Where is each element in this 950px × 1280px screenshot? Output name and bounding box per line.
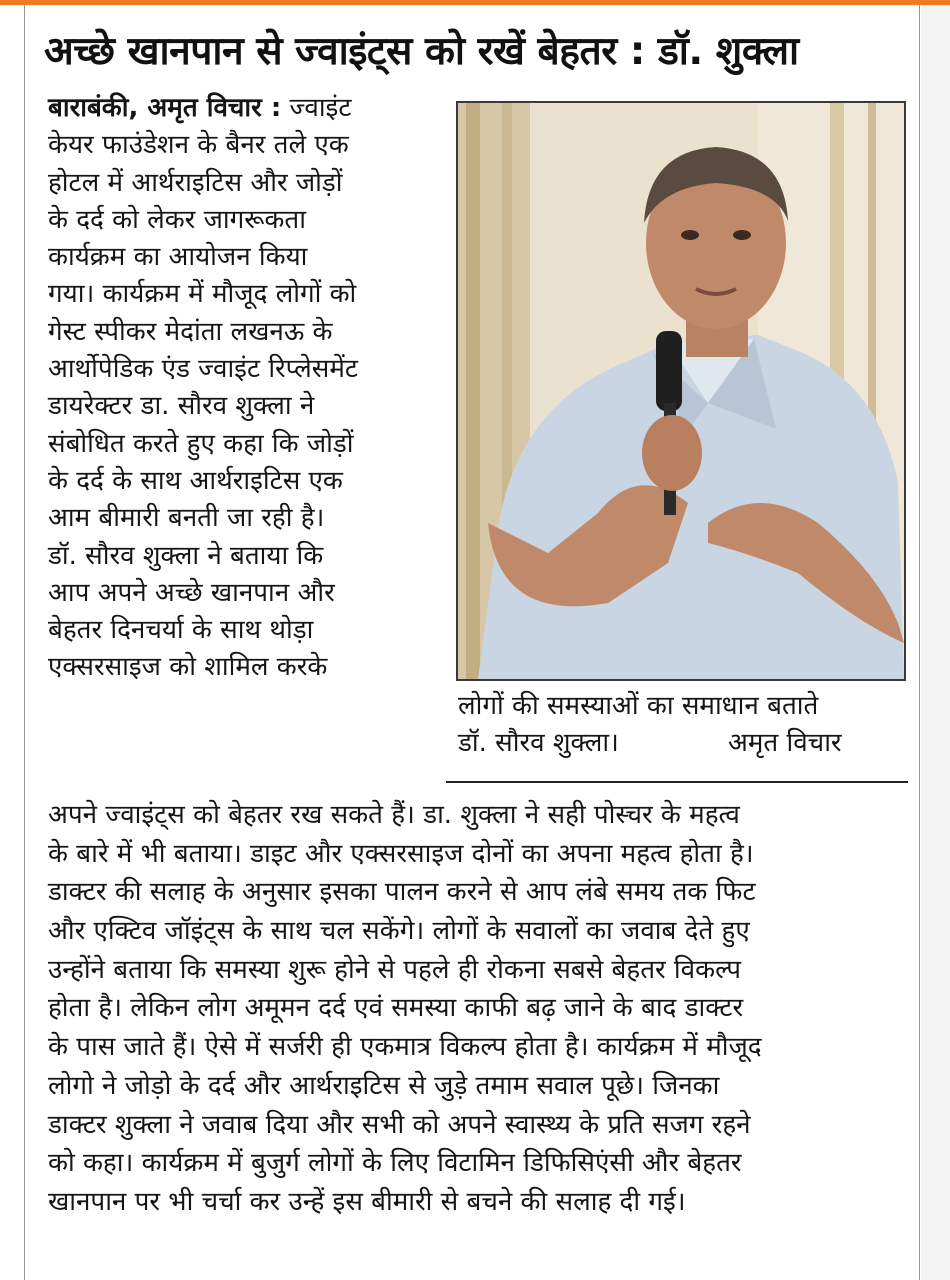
column-line: एक्सरसाइज को शामिल करके [48,652,328,683]
body-line: डाक्टर की सलाह के अनुसार इसका पालन करने से आप लंबे समय तक फिट [48,877,756,908]
body-line: लोगो ने जोड़ो के दर्द और आर्थराइटिस से जुड़े तमाम सवाल पूछे। जिनका [48,1070,720,1101]
photo-credit: अमृत विचार [728,728,842,758]
column-line: डॉ. सौरव शुक्ला ने बताया कि [48,540,324,571]
clipping-margin [921,5,950,1280]
body-line: अपने ज्वाइंट्स को बेहतर रख सकते हैं। डा. शुक्ला ने सही पोस्चर के महत्व [48,800,740,830]
column-line: केयर फाउंडेशन के बैनर तले एक [48,130,349,161]
article-body-full-width [48,796,913,1222]
body-line: के पास जाते हैं। ऐसे में सर्जरी ही एकमात्र विकल्प होता है। कार्यक्रम में मौजूद [48,1032,762,1063]
column-line: के दर्द को लेकर जागरूकता [48,204,306,235]
column-line: ज्वाइंट [289,93,352,123]
column-line: गेस्ट स्पीकर मेदांता लखनऊ के [48,316,333,347]
photo-caption [458,688,898,762]
column-line: संबोधित करते हुए कहा कि जोड़ों [48,428,354,459]
body-line: डाक्टर शुक्ला ने जवाब दिया और सभी को अपने स्वास्थ्य के प्रति सजग रहने [48,1109,751,1140]
article-headline: अच्छे खानपान से ज्वाइंट्स को रखें बेहतर : डॉ. शुक्ला [44,29,799,74]
column-line: होटल में आर्थराइटिस और जोड़ों [48,167,343,198]
speaker-photo [456,101,906,681]
caption-divider [446,781,908,783]
body-line: उन्होंने बताया कि समस्या शुरू होने से पहले ही रोकना सबसे बेहतर विकल्प [48,954,741,985]
first-line [48,90,448,127]
body-line: खानपान पर भी चर्चा कर उन्हें इस बीमारी से बचने की सलाह दी गई। [48,1186,686,1217]
column-line: गया। कार्यक्रम में मौजूद लोगों को [48,279,357,310]
speaker-photo-illustration [458,103,904,679]
article-left-column [48,90,448,687]
column-line: कार्यक्रम का आयोजन किया [48,242,308,273]
column-line: डायरेक्टर डा. सौरव शुक्ला ने [48,391,315,422]
clipping-left-border [24,5,25,1280]
caption-line-2: डॉ. सौरव शुक्ला। [458,728,619,758]
dateline: बाराबंकी, अमृत विचार : [48,93,282,123]
caption-line-1: लोगों की समस्याओं का समाधान बताते [458,691,819,721]
clipping-right-border [919,5,920,1280]
column-line: बेहतर दिनचर्या के साथ थोड़ा [48,615,314,646]
column-line: आम बीमारी बनती जा रही है। [48,503,325,534]
body-line: और एक्टिव जॉइंट्स के साथ चल सकेंगे। लोगों के सवालों का जवाब देते हुए [48,916,750,947]
column-line: आर्थोपेडिक एंड ज्वाइंट रिप्लेसमेंट [48,354,359,385]
body-line: को कहा। कार्यक्रम में बुजुर्ग लोगों के लिए विटामिन डिफिसिएंसी और बेहतर [48,1148,742,1179]
body-line: होता है। लेकिन लोग अमूमन दर्द एवं समस्या काफी बढ़ जाने के बाद डाक्टर [48,993,744,1024]
orange-top-strip [0,0,950,5]
column-line: आप अपने अच्छे खानपान और [48,577,335,608]
body-line: के बारे में भी बताया। डाइट और एक्सरसाइज दोनों का अपना महत्व होता है। [48,838,754,869]
column-line: के दर्द के साथ आर्थराइटिस एक [48,465,343,496]
